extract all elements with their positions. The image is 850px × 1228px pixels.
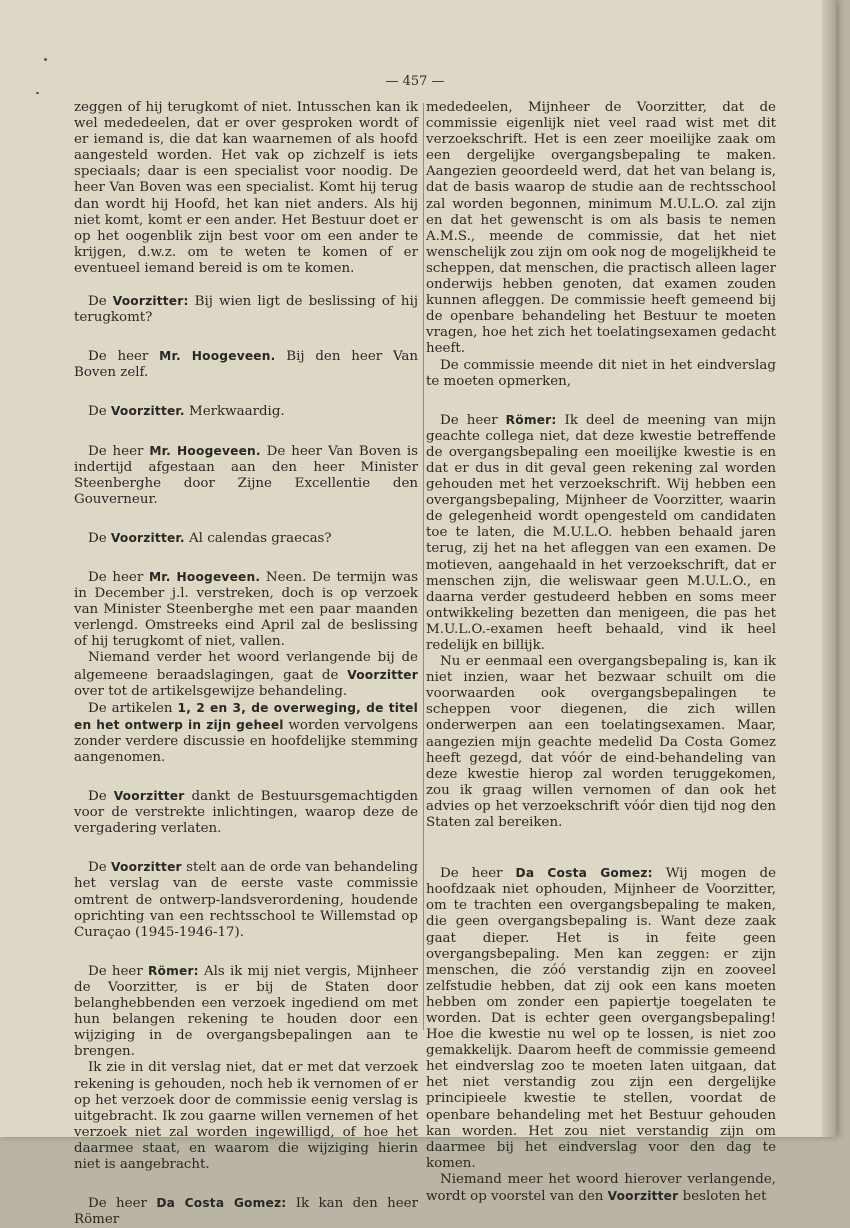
speaker-name: Mr. Hoogeveen.	[148, 569, 261, 584]
speaker-name: Voorzitter:	[112, 294, 189, 309]
paragraph	[74, 530, 418, 547]
speaker-name: Voorzitter	[607, 1189, 679, 1203]
text: Wij mogen de hoofdzaak niet ophouden, Mijnheer de Voorzitter, om te trachten een overgangsbepaling te maken, die geen overgangsbepaling is. Want deze zaak gaat dieper. Het is in feite geen overgangsbepaling. Men kan zeggen: er zijn menschen, die zóó verstandig zijn en zooveel zelfstudie hebben, dat zij ook een kans moeten hebben om zonder een papiertje toegelaten te worden. Dat is echter geen overgangsbepaling! Hoe die kwestie nu wel op te lossen, is niet zoo gemakkelijk. Daarom heeft de commissie gemeend het eindverslag zoo te moeten laten uitgaan, dat het niet verstandig zou zijn een dergelijke principieele kwestie te stellen, voordat de openbare behandeling met het Bestuur gehouden kan worden. Het zou niet verstandig zijn om daarmee bij het eindverslag voor den dag te komen.	[426, 866, 776, 1171]
speaker-name: Voorzitter	[113, 789, 185, 804]
text: Bij den heer Van Boven zelf.	[74, 349, 418, 381]
text: besloten het	[678, 1189, 767, 1204]
speaker-name: Mr. Hoogeveen.	[149, 443, 261, 458]
speaker-name: Römer:	[505, 412, 557, 427]
paragraph	[74, 1195, 418, 1228]
ink-speck	[44, 58, 47, 61]
text: over tot de artikelsgewijze behandeling.	[74, 683, 348, 699]
speaker-name: Mr. Hoogeveen.	[159, 349, 276, 364]
text: worden vervolgens zonder verdere discussie en hoofdelijke stemming aangenomen.	[74, 717, 419, 765]
speaker-name: Voorzitter	[111, 860, 182, 875]
text: De heer	[88, 443, 150, 459]
paragraph	[74, 788, 418, 837]
paragraph	[74, 348, 418, 381]
text: Niemand verder het woord verlangende bij de algemeene beraadslagingen, gaat de	[74, 650, 418, 683]
text: De heer	[440, 412, 506, 428]
column-divider	[423, 103, 424, 1030]
paragraph	[74, 700, 418, 766]
paragraph	[74, 963, 418, 1061]
ink-speck	[36, 92, 39, 94]
text: De	[88, 404, 111, 420]
speaker-name: Da Costa Gomez:	[515, 866, 653, 881]
bold-article-list: 1, 2 en 3, de overweging, de titel en het ontwerp in zijn geheel	[74, 700, 418, 732]
paragraph	[74, 443, 418, 508]
speaker-name: Römer:	[147, 963, 199, 978]
text: De artikelen	[88, 700, 178, 716]
text: Ik kan den heer Römer	[74, 1196, 418, 1228]
text: De heer Van Boven is indertijd afgestaan aan den heer Minister Steenberghe door Zijne Excellentie den Gouverneur.	[74, 443, 418, 507]
text: De heer	[88, 349, 160, 365]
text: Al calendas graecas?	[184, 530, 332, 546]
text: Merkwaardig.	[184, 404, 285, 420]
paragraph: De commissie meende dit niet in het eindverslag te moeten opmerken,	[426, 357, 776, 389]
page-number: — 457 —	[385, 74, 445, 89]
text: Ik deel de meening van mijn geachte collega niet, dat deze kwestie betreffende de overgangsbepaling een moeilijke kwestie is en dat er dus in dit geval geen rekening zal worden gehouden met het verzoekschrift. Wij hebben een overgangsbepaling, Mijnheer de Voorzitter, waarin de gelegenheid wordt opengesteld om candidaten toe te laten, die M.U.L.O. hebben behaald jaren terug, zij het na het afleggen van een examen. De motieven, aangehaald in het verzoekschrift, dat er menschen zijn, die weliswaar geen M.U.L.O., en daarna verder gestudeerd hebben en soms meer ontwikkeling bezetten dan menigeen, die pas het M.U.L.O.-examen heeft behaald, vind ik heel redelijk en billijk.	[426, 412, 776, 653]
text: De	[88, 789, 114, 805]
paragraph	[426, 412, 776, 654]
text: stelt aan de orde van behandeling het verslag van de eerste vaste commissie omtrent de ontwerp-landsverordening, houdende oprichting van een rechtsschool te Willemstad op Curaçao (1945-1946-17).	[74, 860, 418, 940]
text: Bij wien ligt de beslissing of hij terugkomt?	[74, 294, 418, 326]
text: De heer	[88, 963, 148, 979]
right-column	[426, 100, 776, 1205]
paragraph	[74, 859, 418, 940]
speaker-name: Voorzitter	[347, 667, 418, 682]
speaker-name: Voorzitter.	[110, 404, 185, 419]
paragraph	[74, 569, 418, 650]
left-column	[74, 100, 418, 1228]
paragraph: zeggen of hij terugkomt of niet. Intusschen kan ik wel mededeelen, dat er over gesproken wordt of er iemand is, die dat kan waarnemen of als hoofd aangesteld worden. Het vak op zichzelf is iets speciaals; daar is een specialist voor noodig. De heer Van Boven was een specialist. Komt hij terug dan wordt hij Hoofd, het kan niet anders. Als hij niet komt, komt er een ander. Het Bestuur doet er op het oogenblik zijn best voor om een ander te krijgen, d.w.z. om te weten te komen of er eventueel iemand bereid is om te komen.	[74, 100, 418, 276]
text: Als ik mij niet vergis, Mijnheer de Voorzitter, is er bij de Staten door belanghebbenden een verzoek ingediend om met hun belangen rekening te houden door een wijziging in de overgangsbepalingen aan te brengen.	[74, 963, 418, 1060]
paragraph	[74, 403, 418, 420]
text: De heer	[440, 866, 516, 882]
paragraph: Ik zie in dit verslag niet, dat er met dat verzoek rekening is gehouden, noch heb ik vernomen of er op het verzoek door de commissie eenig verslag is uitgebracht. Ik zou gaarne willen vernemen of het verzoek niet zal worden ingewilligd, of hoe het daarmee staat, en waarom die wijziging hierin niet is aangebracht.	[74, 1060, 418, 1172]
text: De	[88, 530, 111, 546]
paragraph	[74, 650, 418, 699]
page-edge	[822, 0, 836, 1137]
text: De heer	[88, 569, 149, 585]
paragraph: Nu er eenmaal een overgangsbepaling is, kan ik niet inzien, waar het bezwaar schuilt om die voorwaarden ook overgangsbepalingen te scheppen voor diegenen, die zich willen onderwerpen aan een toelatingsexamen. Maar, aangezien mijn geachte medelid Da Costa Gomez heeft gezegd, dat vóór de eind-behandeling van deze kwestie hierop zal worden teruggekomen, zou ik graag willen vernomen of dan ook het advies op het verzoekschrift vóór dien tijd nog den Staten zal bereiken.	[426, 654, 776, 831]
paragraph	[74, 293, 418, 326]
text: Niemand meer het woord hierover verlangende, wordt op voorstel van den	[426, 1171, 776, 1204]
text: dankt de Bestuursgemachtigden voor de verstrekte inlichtingen, waarop deze de vergadering verlaten.	[74, 789, 418, 837]
paragraph: mededeelen, Mijnheer de Voorzitter, dat de commissie eigenlijk niet veel raad wist met dit verzoekschrift. Het is een zeer moeilijke zaak om een dergelijke overgangsbepaling te maken. Aangezien geoordeeld werd, dat het van belang is, dat de basis waarop de studie aan de rechtsschool zal worden begonnen, minimum M.U.L.O. zal zijn en dat het gewenscht is om als basis te nemen A.M.S., meende de commissie, dat het niet wenschelijk zou zijn om ook nog de mogelijkheid te scheppen, dat menschen, die practisch alleen lager onderwijs hebben genoten, dat examen zouden kunnen afleggen. De commissie heeft gemeend bij de openbare behandeling het Bestuur te moeten vragen, hoe het zich het toelatingsexamen gedacht heeft.	[426, 100, 776, 357]
speaker-name: Da Costa Gomez:	[156, 1196, 287, 1211]
paragraph	[426, 1172, 776, 1205]
text: De	[88, 860, 112, 876]
paragraph	[426, 865, 776, 1172]
text: De	[88, 294, 113, 310]
text: De heer	[88, 1196, 157, 1212]
speaker-name: Voorzitter.	[110, 530, 185, 545]
text: Neen. De termijn was in December j.l. verstreken, doch is op verzoek van Minister Steenberghe met een paar maanden verlengd. Omstreeks eind April zal de beslissing of hij terugkomt of niet, vallen.	[74, 569, 418, 650]
